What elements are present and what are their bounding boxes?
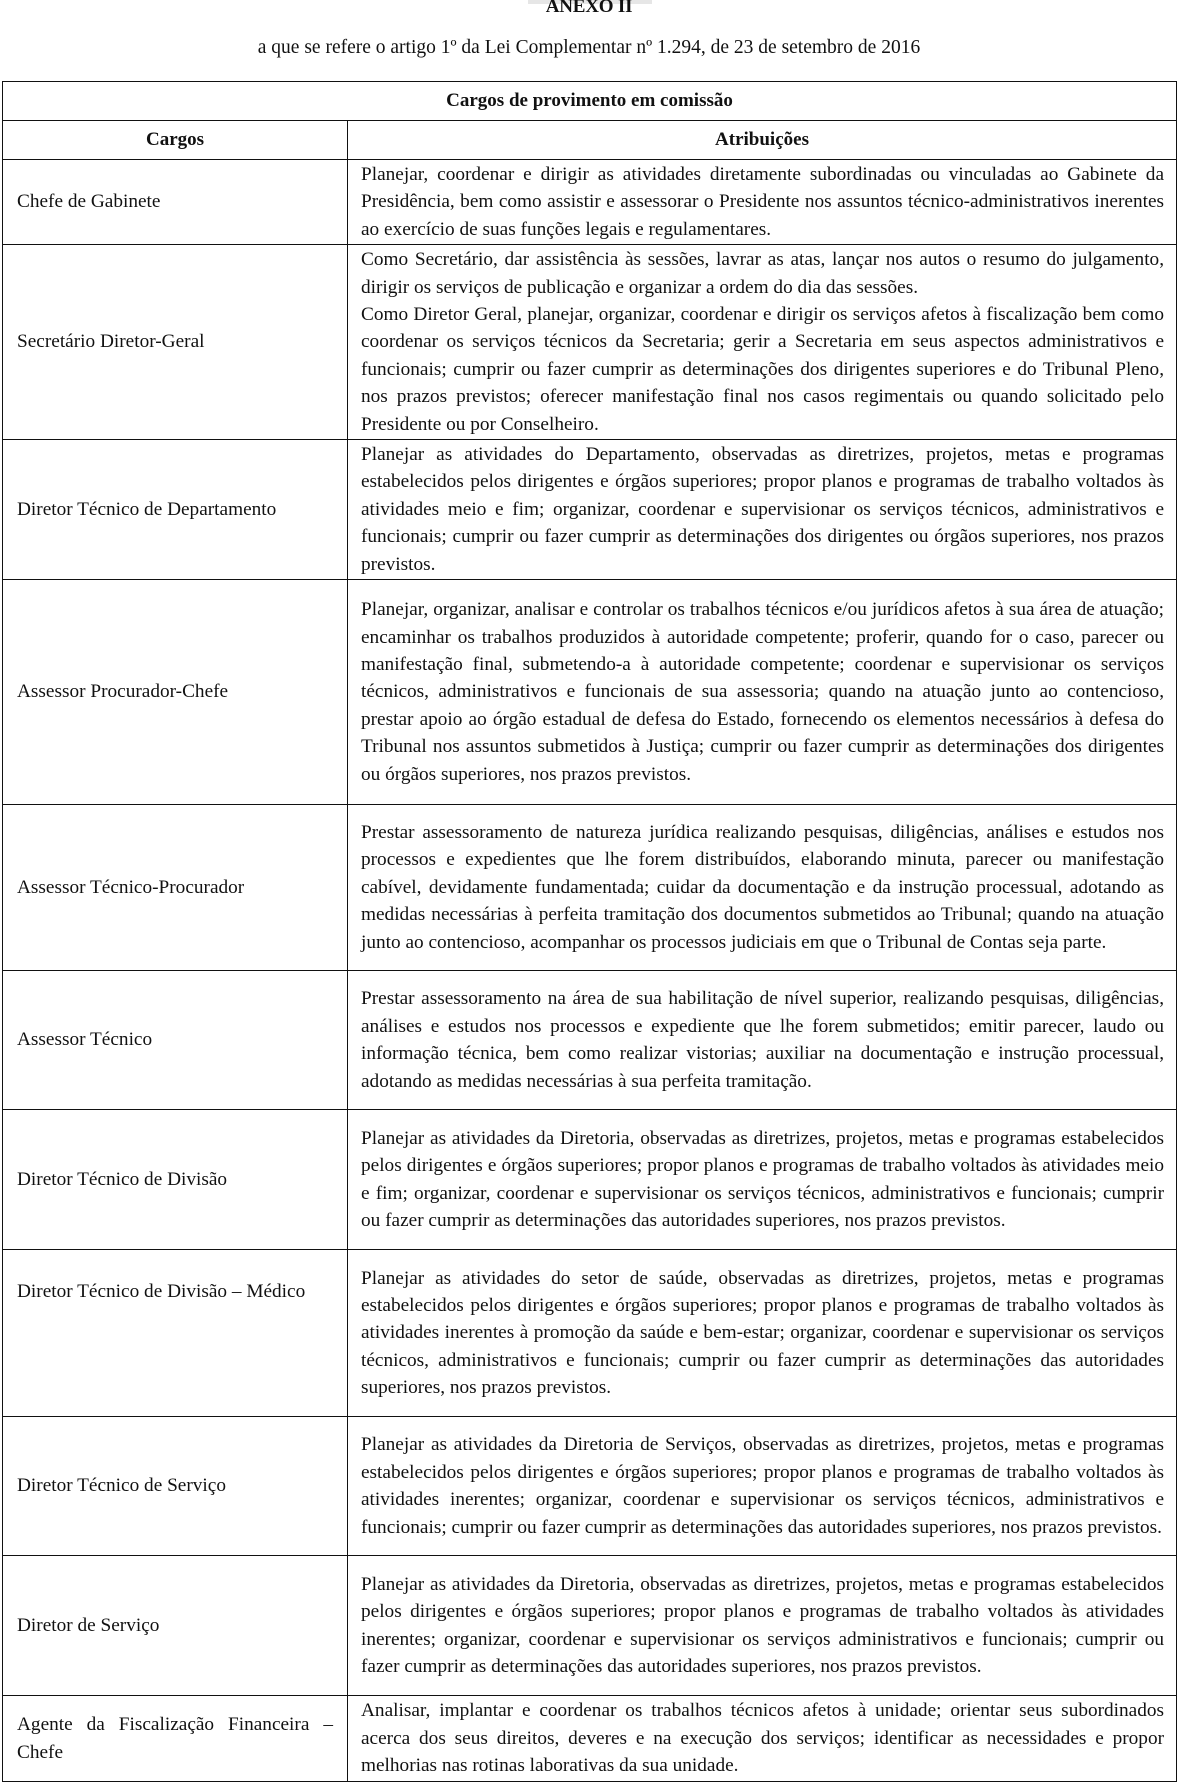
cargo-atribuicoes	[348, 1417, 1177, 1556]
cargos-table	[2, 81, 1177, 1782]
table-row	[3, 1110, 1177, 1250]
cargo-atribuicoes	[348, 1250, 1177, 1417]
table-row	[3, 971, 1177, 1110]
cargo-name: Assessor Procurador-Chefe	[3, 580, 348, 805]
table-row	[3, 160, 1177, 245]
cargo-name: Diretor de Serviço	[3, 1556, 348, 1696]
table-row	[3, 440, 1177, 580]
atribuicao-paragraph: Como Diretor Geral, planejar, organizar, coordenar e dirigir os serviços afetos à fiscalização bem como coordenar os serviços técnicos da Secretaria; gerir a Secretaria em seus aspectos administrativos e funcionais; cumprir ou fazer cumprir as determinações dos dirigentes superiores e do Tribunal Pleno, nos prazos previstos; oferecer manifestação final nos casos regimentais ou quando solicitado pelo Presidente ou por Conselheiro.	[361, 304, 1165, 435]
cargo-name: Agente da Fiscalização Financeira – Chefe	[3, 1696, 348, 1782]
cargo-atribuicoes	[348, 805, 1177, 971]
table-row	[3, 1250, 1177, 1417]
table-row	[3, 1417, 1177, 1556]
cargo-atribuicoes	[348, 971, 1177, 1110]
cargo-atribuicoes	[348, 580, 1177, 805]
cargo-name: Diretor Técnico de Divisão – Médico	[3, 1250, 348, 1417]
cargo-name: Diretor Técnico de Divisão	[3, 1110, 348, 1250]
atribuicao-paragraph: Planejar as atividades do setor de saúde, observadas as diretrizes, projetos, metas e programas estabelecidos pelos dirigentes e órgãos superiores; propor planos e programas de trabalho voltados às atividades inerentes à promoção da saúde e bem-estar; organizar, coordenar e supervisionar os serviços técnicos, administrativos e funcionais; cumprir ou fazer cumprir as determinações das autoridades superiores, nos prazos previstos.	[361, 1267, 1165, 1399]
cargo-name: Assessor Técnico-Procurador	[3, 805, 348, 971]
atribuicao-paragraph: Prestar assessoramento na área de sua habilitação de nível superior, realizando pesquisas, diligências, análises e estudos nos processos e expediente que lhe forem submetidos; emitir parecer, laudo ou informação técnica, bem como realizar vistorias; auxiliar na documentação e instrução processual, adotando as medidas necessárias à sua perfeita tramitação.	[361, 988, 1165, 1092]
cargo-atribuicoes	[348, 1110, 1177, 1250]
atribuicao-paragraph: Analisar, implantar e coordenar os trabalhos técnicos afetos à unidade; orientar seus subordinados acerca dos seus direitos, deveres e na execução dos serviços; identificar as necessidades e propor melhorias nas rotinas laborativas da sua unidade.	[361, 1700, 1165, 1777]
cargo-atribuicoes	[348, 245, 1177, 440]
cargo-name: Assessor Técnico	[3, 971, 348, 1110]
atribuicao-paragraph: Planejar as atividades do Departamento, observadas as diretrizes, projetos, metas e programas estabelecidos pelos dirigentes e órgãos superiores; propor planos e programas de trabalho voltados às atividades meio e fim; organizar, coordenar e supervisionar os serviços técnicos, administrativos e funcionais; cumprir ou fazer cumprir as determinações dos dirigentes ou órgãos superiores, nos prazos previstos.	[361, 444, 1165, 575]
cargo-atribuicoes	[348, 1556, 1177, 1696]
cargo-atribuicoes	[348, 160, 1177, 245]
cargo-atribuicoes	[348, 1696, 1177, 1782]
document-title: ANEXO II	[545, 0, 633, 17]
atribuicao-paragraph: Planejar, organizar, analisar e controlar os trabalhos técnicos e/ou jurídicos afetos à sua área de atuação; encaminhar os trabalhos produzidos à autoridade competente; proferir, quando for o caso, parecer ou manifestação final, submetendo-a à autoridade competente; coordenar e supervisionar os serviços técnicos, administrativos e funcionais de sua assessoria; quando na atuação junto ao contencioso, prestar apoio ao órgão estadual de defesa do Estado, fornecendo os elementos necessários à defesa do Tribunal nos assuntos submetidos à Justiça; cumprir ou fazer cumprir as determinações dos dirigentes ou órgãos superiores, nos prazos previstos.	[361, 599, 1165, 785]
table-caption-row	[3, 82, 1177, 121]
atribuicao-paragraph: Como Secretário, dar assistência às sessões, lavrar as atas, lançar nos autos o resumo do julgamento, dirigir os serviços de publicação e organizar a ordem do dia das sessões.	[361, 249, 1165, 298]
atribuicao-paragraph: Planejar as atividades da Diretoria de Serviços, observadas as diretrizes, projetos, metas e programas estabelecidos pelos dirigentes e órgãos superiores; propor planos e programas de trabalho voltados às atividades inerentes; organizar, coordenar e supervisionar os serviços técnicos, administrativos e funcionais; cumprir ou fazer cumprir as determinações das autoridades superiores, nos prazos previstos.	[361, 1434, 1165, 1538]
table-caption: Cargos de provimento em comissão	[3, 82, 1177, 121]
table-row	[3, 245, 1177, 440]
atribuicao-paragraph: Prestar assessoramento de natureza jurídica realizando pesquisas, diligências, análises e estudos nos processos e expedientes que lhe forem distribuídos, elaborando minuta, parecer ou manifestação cabível, devidamente fundamentada; cuidar da documentação e da instrução processual, adotando as medidas necessárias à perfeita tramitação dos documentos submetidos ao Tribunal; quando na atuação junto ao contencioso, acompanhar os processos judiciais em que o Tribunal de Contas seja parte.	[361, 822, 1165, 953]
atribuicao-paragraph: Planejar, coordenar e dirigir as atividades diretamente subordinadas ou vinculadas ao Gabinete da Presidência, bem como assistir e assessorar o Presidente nos assuntos técnico-administrativos inerentes ao exercício de suas funções legais e regulamentares.	[361, 164, 1165, 240]
cargo-name: Secretário Diretor-Geral	[3, 245, 348, 440]
table-row	[3, 1696, 1177, 1782]
cargo-name: Chefe de Gabinete	[3, 160, 348, 245]
column-header-cargos: Cargos	[3, 121, 348, 160]
table-row	[3, 1556, 1177, 1696]
table-row	[3, 580, 1177, 805]
document-subtitle: a que se refere o artigo 1º da Lei Complementar nº 1.294, de 23 de setembro de 2016	[257, 37, 921, 58]
cargo-name: Diretor Técnico de Serviço	[3, 1417, 348, 1556]
column-header-atribuicoes: Atribuições	[348, 121, 1177, 160]
table-header-row	[3, 121, 1177, 160]
cargo-name: Diretor Técnico de Departamento	[3, 440, 348, 580]
atribuicao-paragraph: Planejar as atividades da Diretoria, observadas as diretrizes, projetos, metas e programas estabelecidos pelos dirigentes e órgãos superiores; propor planos e programas de trabalho voltados às atividades inerentes; organizar, coordenar e supervisionar os serviços administrativos e funcionais; cumprir ou fazer cumprir as determinações das autoridades superiores, nos prazos previstos.	[361, 1573, 1165, 1677]
atribuicao-paragraph: Planejar as atividades da Diretoria, observadas as diretrizes, projetos, metas e programas estabelecidos pelos dirigentes e órgãos superiores; propor planos e programas de trabalho voltados às atividades meio e fim; organizar, coordenar e supervisionar os serviços técnicos, administrativos e funcionais; cumprir ou fazer cumprir as determinações das autoridades superiores, nos prazos previstos.	[361, 1127, 1165, 1231]
cargo-atribuicoes	[348, 440, 1177, 580]
table-row	[3, 805, 1177, 971]
